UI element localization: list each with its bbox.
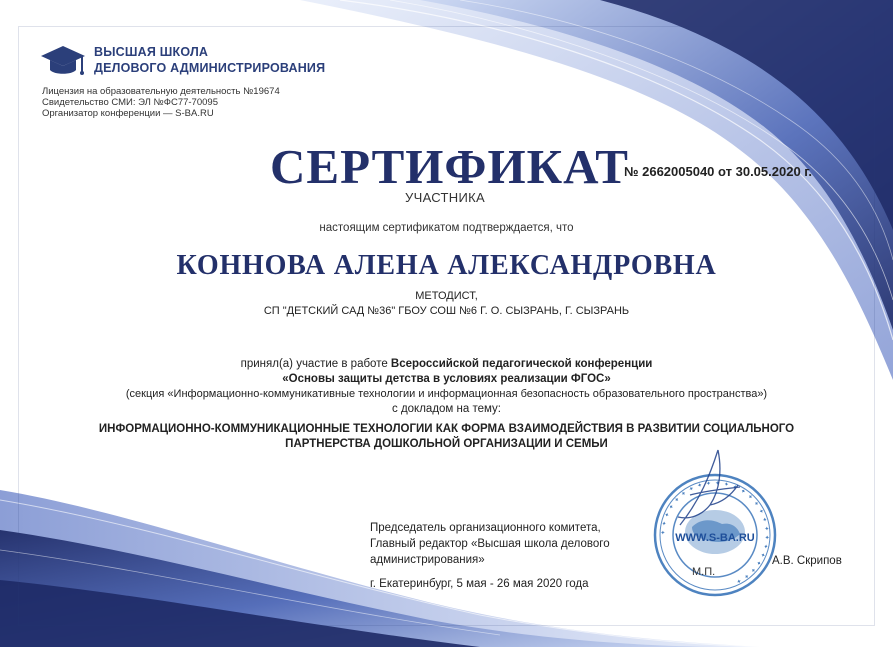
report-intro: с докладом на тему:	[392, 403, 501, 415]
report-topic-line2: ПАРТНЕРСТВА ДОШКОЛЬНОЙ ОРГАНИЗАЦИИ И СЕМЬИ	[285, 438, 608, 450]
graduation-cap-icon	[40, 42, 86, 82]
chair-line1: Председатель организационного комитета,	[370, 522, 601, 534]
place-date: г. Екатеринбург, 5 мая - 26 мая 2020 года	[370, 578, 589, 590]
certificate-subtitle: УЧАСТНИКА	[405, 190, 485, 205]
signature	[660, 445, 770, 535]
svg-text:✦ ✦ ✦ ✦ ✦ ✦ ✦ ✦ ✦ ✦ ✦ ✦ ✦ ✦ ✦: ✦ ✦ ✦ ✦ ✦ ✦ ✦ ✦ ✦ ✦ ✦ ✦ ✦ ✦ ✦ ✦ ✦ ✦ ✦ ✦ ✦ ✦ ✦ ✦ ✦	[660, 480, 770, 585]
confirm-text: настоящим сертификатом подтверждается, что	[319, 222, 574, 234]
conference-name: Всероссийской педагогической конференции	[390, 358, 653, 370]
org-name-line1: ВЫСШАЯ ШКОЛА	[94, 45, 209, 59]
certificate-number: № 2662005040 от 30.05.2020 г.	[624, 164, 813, 179]
recipient-name: КОННОВА АЛЕНА АЛЕКСАНДРОВНА	[176, 250, 717, 281]
participation-line	[0, 358, 893, 370]
chair-line3: администрирования»	[370, 554, 485, 566]
section-text: (секция «Информационно-коммуникативные технологии и информационная безопасность образовательного пространства»)	[125, 388, 768, 400]
recipient-organization: СП "ДЕТСКИЙ САД №36" ГБОУ СОШ №6 Г. О. СЫЗРАНЬ, Г. СЫЗРАНЬ	[263, 305, 630, 317]
recipient-position: МЕТОДИСТ,	[415, 290, 478, 302]
participation-prefix: принял(а) участие в работе	[240, 358, 391, 370]
org-name-line2: ДЕЛОВОГО АДМИНИСТРИРОВАНИЯ	[94, 61, 326, 75]
stamp-label: М.П.	[692, 566, 716, 578]
chair-line2: Главный редактор «Высшая школа делового	[370, 538, 610, 550]
media-certificate-text: Свидетельство СМИ: ЭЛ №ФС77-70095	[42, 97, 218, 108]
organizer-text: Организатор конференции — S-BA.RU	[42, 108, 214, 119]
signer-name: А.В. Скрипов	[772, 555, 842, 567]
conference-topic: «Основы защиты детства в условиях реализации ФГОС»	[282, 373, 611, 385]
license-text: Лицензия на образовательную деятельность №19674	[42, 86, 280, 97]
certificate-title: СЕРТИФИКАТ	[270, 139, 629, 194]
seal-text: WWW.S-BA.RU	[675, 532, 755, 544]
report-topic-line1: ИНФОРМАЦИОННО-КОММУНИКАЦИОННЫЕ ТЕХНОЛОГИИ КАК ФОРМА ВЗАИМОДЕЙСТВИЯ В РАЗВИТИИ СОЦИАЛЬНОГО	[98, 423, 795, 435]
